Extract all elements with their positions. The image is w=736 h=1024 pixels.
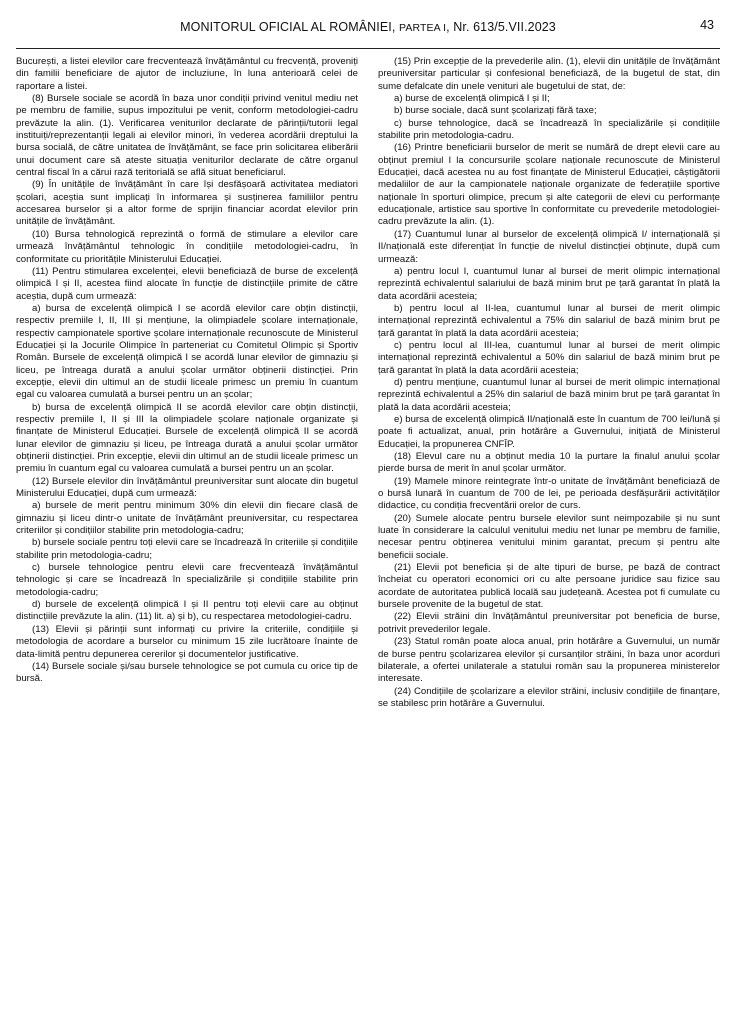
paragraph: (22) Elevii străini din învățământul preuniversitar pot beneficia de burse, potrivit prevederilor legale. (378, 611, 720, 635)
paragraph: e) bursa de excelență olimpică II/națională este în cuantum de 700 lei/lună și poate fi actualizat, anual, prin hotărâre a Guvernului, inițiată de Ministerul Educației, la propunerea CNFÎP. (378, 413, 720, 450)
paragraph: (15) Prin excepție de la prevederile alin. (1), elevii din unitățile de învățământ preuniversitar particular și confesional beneficiază, de la bugetul de stat, din sume defalcate din unele venituri ale bugetului de stat, de: (378, 56, 720, 92)
paragraph: b) pentru locul al II-lea, cuantumul lunar al bursei de merit olimpic internațional reprezintă echivalentul a 75% din salariul de bază minim brut pe țară garantat în plată la data acordării acesteia; (378, 302, 720, 339)
paragraph: (12) Bursele elevilor din învățământul preuniversitar sunt alocate din bugetul Ministerului Educației, după cum urmează: (16, 475, 358, 500)
paragraph: (16) Printre beneficiarii burselor de merit se numără de drept elevii care au obținut premiul I la concursurile școlare naționale recunoscute de Ministerul Educației, dacă acestea nu au fost finanțate de Ministerul Educației, câștigătorii medaliilor de aur la campionatele naționale organizate de federațiile sportive naționale în sporturi olimpice, precum și alte categorii de elevi cu performanțe educaționale, artistice sau sportive în conformitate cu prevederile metodologiei-cadru prevăzute la alin. (1). (378, 142, 720, 228)
left-column (16, 56, 358, 686)
paragraph: c) bursele tehnologice pentru elevii care frecventează învățământul tehnologic și care se încadrează în specializările și condițiile stabilite prin metodologia-cadru; (16, 562, 358, 598)
title-main: MONITORUL OFICIAL AL ROMÂNIEI, (180, 20, 400, 34)
paragraph: (14) Bursele sociale și/sau bursele tehnologice se pot cumula cu orice tip de bursă. (16, 660, 358, 685)
paragraph: (18) Elevul care nu a obținut media 10 la purtare la finalul anului școlar pierde bursa de merit în anul școlar următor. (378, 451, 720, 475)
title-part: PARTEA I (399, 22, 447, 34)
paragraph: a) burse de excelență olimpică I și II; (394, 93, 550, 105)
right-column (378, 56, 720, 710)
page-header (16, 14, 720, 49)
paragraph: (24) Condițiile de școlarizare a elevilor străini, inclusiv condițiile de finanțare, se stabilesc prin hotărâre a Guvernului. (378, 685, 720, 709)
paragraph: (10) Bursa tehnologică reprezintă o formă de stimulare a elevilor care urmează învățământul tehnologic în condițiile metodologiei-cadru, în conformitate cu prioritățile Ministerului Educației. (16, 228, 358, 265)
paragraph: (11) Pentru stimularea excelenței, elevii beneficiază de burse de excelență olimpică I și II, acestea fiind alocate în funcție de distincțiile primite de către aceștia, după cum urmează: (16, 265, 358, 302)
paragraph: (21) Elevii pot beneficia și de alte tipuri de burse, pe bază de contract încheiat cu operatori economici ori cu alte persoane juridice sau fizice sau acordate de autoritatea publică locală sau județeană. Acestea pot fi cumulate cu bursele provenite de la bugetul de stat. (378, 562, 720, 611)
paragraph: (17) Cuantumul lunar al burselor de excelență olimpică I/ internațională și II/națională este diferențiat în funcție de nivelul distincției obținute, după cum urmează: (378, 228, 720, 265)
paragraph: a) bursa de excelență olimpică I se acordă elevilor care obțin distincții, respectiv premiile I, II, III și mențiune, la olimpiadele școlare internaționale, respectiv campionatele sportive școlare internaționale recunoscute de Ministerul Educației și la Jocurile Olimpice în parteneriat cu Comitetul Olimpic și Sportiv Român. Bursele de excelență olimpică I se acordă lunar elevilor de gimnaziu și liceu, pe întreaga durată a anului școlar următor obținerii distincției. Prin excepție, elevii din ultimul an de studii liceale primesc un premiu în cuantum egal cu valoarea cumulată a bursei pentru un an școlar; (16, 302, 358, 401)
paragraph: a) bursele de merit pentru minimum 30% din elevii din fiecare clasă de gimnaziu și liceu dintr-o unitate de învățământ preuniversitar, cu respectarea criteriilor și condițiilor stabilite prin metodologia-cadru; (16, 500, 358, 537)
paragraph: c) burse tehnologice, dacă se încadrează în specializările și condițiile stabilite prin metodologia-cadru. (378, 117, 720, 142)
paragraph: București, a listei elevilor care frecventează învățământul cu frecvență, proveniți din familii beneficiare de ajutor de incluziune, în luna anterioară celei de raportare a listei. (16, 56, 358, 92)
paragraph: (9) În unitățile de învățământ în care își desfășoară activitatea mediatori școlari, aceștia sunt implicați în informarea și susținerea familiilor pentru accesarea burselor și a altor forme de sprijin financiar acordat elevilor prin unitățile de învățământ. (16, 179, 358, 228)
paragraph: (8) Bursele sociale se acordă în baza unor condiții privind venitul mediu net pe membru de familie, supus impozitului pe venit, conform metodologiei-cadru prevăzute la alin. (1). Verificarea veniturilor declarate de părinții/tutorii legal instituiți/reprezentanții legali ai elevilor minori, în vederea acordării dreptului la bursa socială, de către unitatea de învățământ, se face prin solicitarea eliberării unui document care să ateste situația veniturilor declarate de către organul central fiscal în a cărui rază teritorială se află situat beneficiarul. (16, 93, 358, 179)
paragraph: (20) Sumele alocate pentru bursele elevilor sunt neimpozabile și nu sunt luate în considerare la calculul venitului mediu net lunar pe membru de familie, necesar pentru obținerea venitului minim garantat, precum și pentru alte beneficii sociale. (378, 512, 720, 561)
page-number: 43 (700, 18, 714, 32)
title-issue: , Nr. 613/5.VII.2023 (446, 20, 556, 34)
paragraph: d) pentru mențiune, cuantumul lunar al bursei de merit olimpic internațional reprezintă echivalentul a 25% din salariul de bază minim brut pe țară garantat în plată la data acordării acesteia; (378, 376, 720, 413)
paragraph: (19) Mamele minore reintegrate într-o unitate de învățământ beneficiază de o bursă lunară în cuantum de 700 de lei, pe perioada desfășurării activităților didactice, cu condiția frecventării orelor de curs. (378, 475, 720, 512)
paragraph: (23) Statul român poate aloca anual, prin hotărâre a Guvernului, un număr de burse pentru școlarizarea elevilor și cursanților străini, în baza unor acorduri bilaterale, a ofertei unilaterale a statului român sau la propunerea ministerelor interesate. (378, 636, 720, 685)
paragraph: a) pentru locul I, cuantumul lunar al bursei de merit olimpic internațional reprezintă echivalentul salariului de bază minim brut pe țară garantat în plată la data acordării acesteia; (378, 265, 720, 302)
paragraph: d) bursele de excelență olimpică I și II pentru toți elevii care au obținut distincțiile prevăzute la alin. (11) lit. a) și b), cu respectarea metodologiei-cadru. (16, 599, 358, 623)
paragraph: b) bursele sociale pentru toți elevii care se încadrează în criteriile și condițiile stabilite prin metodologia-cadru; (16, 537, 358, 561)
paragraph: b) burse sociale, dacă sunt școlarizați fără taxe; (394, 105, 597, 117)
paragraph: b) bursa de excelență olimpică II se acordă elevilor care obțin distincții, respectiv premiile I, II și III la olimpiadele școlare naționale organizate și finanțate de Ministerul Educației. Bursele de excelență olimpică II se acordă lunar elevilor de gimnaziu și liceu, pe întreaga durată a anului școlar următor obținerii distincției. Prin excepție, elevii din ultimul an de studii liceale primesc un premiu în cuantum egal cu valoarea cumulată a bursei pentru un an școlar. (16, 401, 358, 475)
paragraph: (13) Elevii și părinții sunt informați cu privire la criteriile, condițiile și metodologia de acordare a burselor cu minimum 15 zile lucrătoare înainte de data-limită pentru depunerea cererilor și documentelor justificative. (16, 623, 358, 660)
publication-title (16, 20, 720, 34)
paragraph: c) pentru locul al III-lea, cuantumul lunar al bursei de merit olimpic internațional reprezintă echivalentul a 50% din salariul de bază minim brut pe țară garantat în plată la data acordării acesteia; (378, 339, 720, 376)
